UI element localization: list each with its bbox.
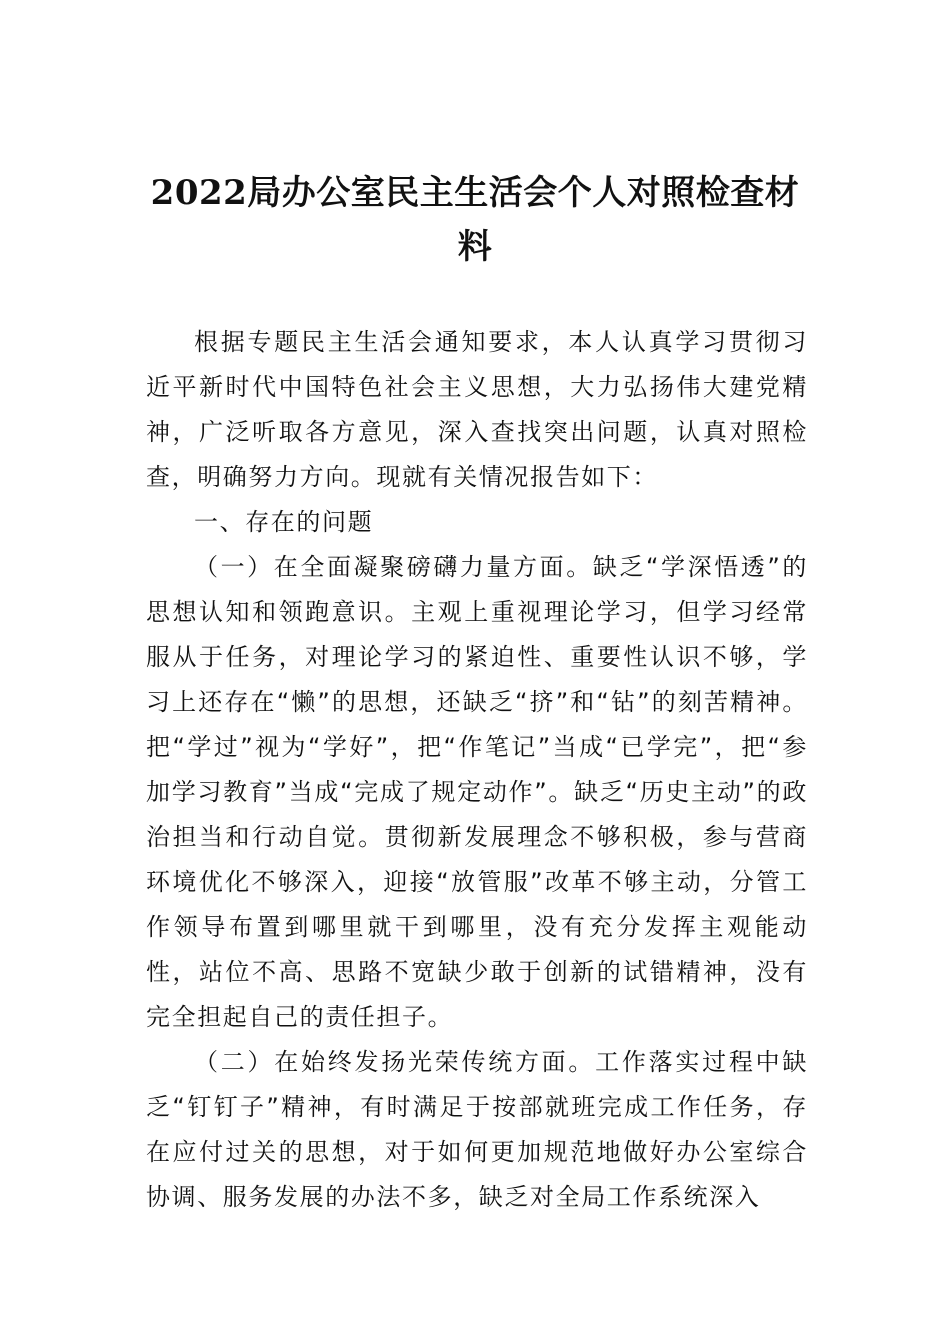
document-title: 2022局办公室民主生活会个人对照检查材料 (150, 173, 800, 267)
body-paragraph: （二）在始终发扬光荣传统方面。工作落实过程中缺乏“钉钉子”精神，有时满足于按部就班完成工作任务，存在应付过关的思想，对于如何更加规范地做好办公室综合协调、服务发展的办法不多，缺乏对全局工作系统深入 (146, 1048, 808, 1211)
body-paragraph: （一）在全面凝聚磅礴力量方面。缺乏“学深悟透”的思想认知和领跑意识。主观上重视理论学习，但学习经常服从于任务，对理论学习的紧迫性、重要性认识不够，学习上还存在“懒”的思想，还缺乏“挤”和“钻”的刻苦精神。把“学过”视为“学好”，把“作笔记”当成“已学完”，把“参加学习教育”当成“完成了规定动作”。缺乏“历史主动”的政治担当和行动自觉。贯彻新发展理念不够积极，参与营商环境优化不够深入，迎接“放管服”改革不够主动，分管工作领导布置到哪里就干到哪里，没有充分发挥主观能动性，站位不高、思路不宽缺少敢于创新的试错精神，没有完全担起自己的责任担子。 (146, 553, 808, 1031)
intro-paragraph: 根据专题民主生活会通知要求，本人认真学习贯彻习近平新时代中国特色社会主义思想，大力弘扬伟大建党精神，广泛听取各方意见，深入查找突出问题，认真对照检查，明确努力方向。现就有关情况报告如下： (146, 328, 808, 491)
document-body (146, 320, 808, 1220)
section-heading: 一、存在的问题 (194, 508, 374, 536)
